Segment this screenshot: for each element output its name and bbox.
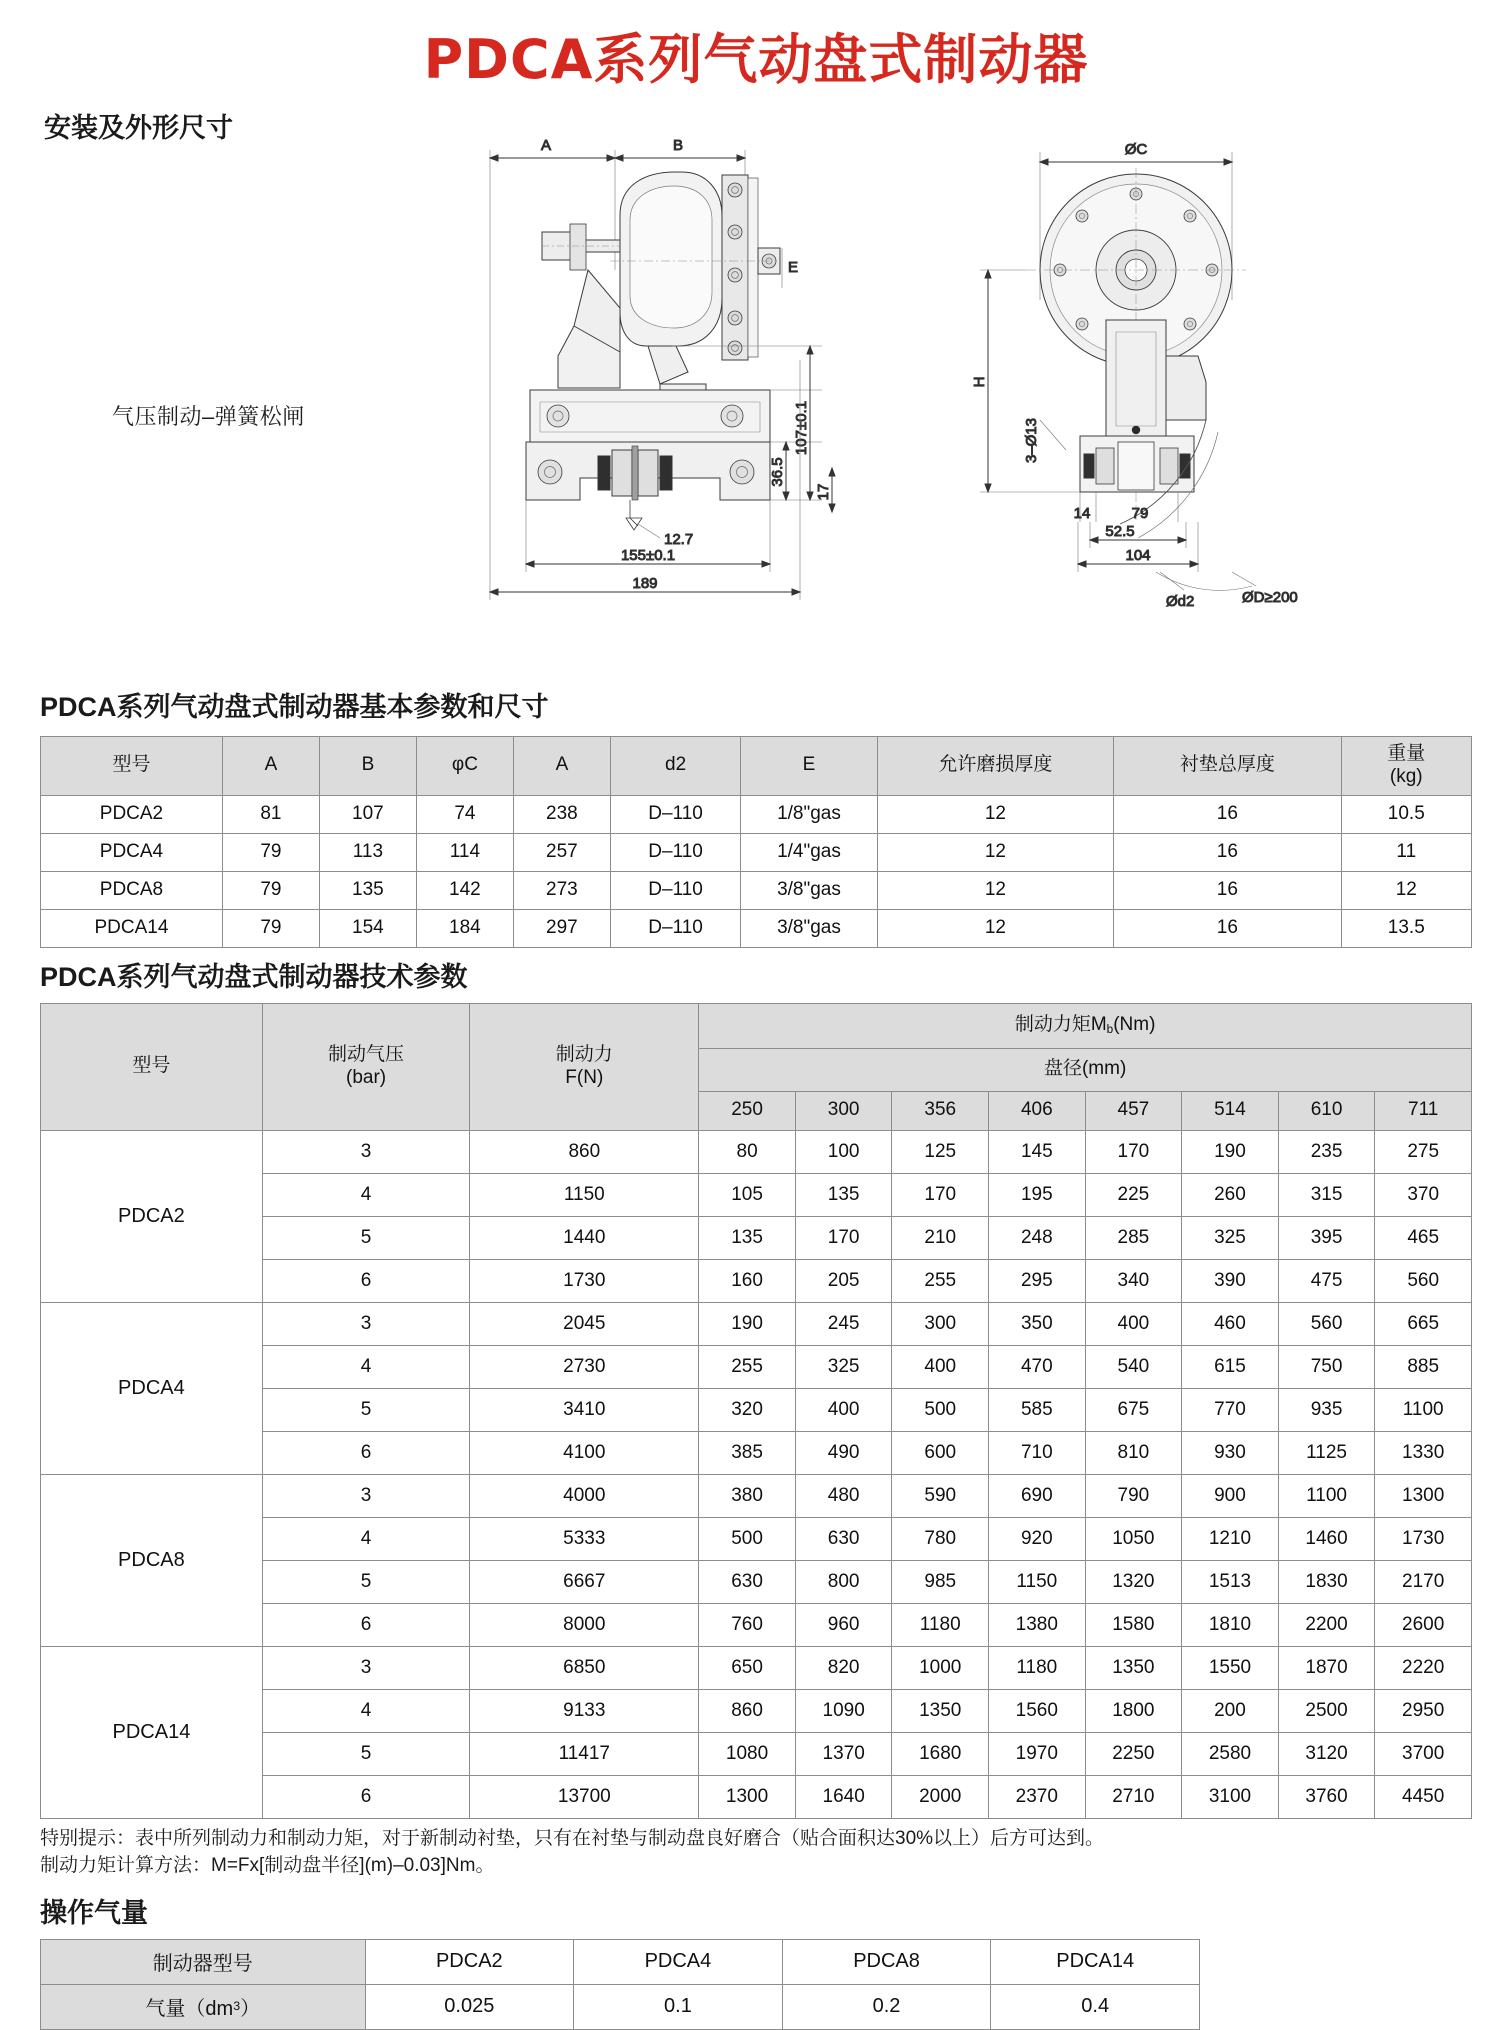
cell-torque: 400 [795,1388,892,1431]
cell-torque: 3120 [1278,1732,1375,1775]
cell-air-value: 0.1 [574,1984,783,2029]
cell-torque: 1210 [1182,1517,1279,1560]
cell-pressure: 3 [262,1474,470,1517]
cell-air-model: PDCA2 [365,1939,574,1984]
cell-torque: 690 [989,1474,1086,1517]
footnotes [40,1825,1472,1880]
cell-torque: 1870 [1278,1646,1375,1689]
front-view-drawing [970,120,1370,665]
cell-torque: 1680 [892,1732,989,1775]
col-brake-torque-group [699,1003,1472,1048]
side-view-drawing [470,120,870,665]
cell-torque: 960 [795,1603,892,1646]
technical-parameters-table [40,1003,1472,1819]
cell-torque: 790 [1085,1474,1182,1517]
cell-pressure: 5 [262,1216,470,1259]
col-brake-force [470,1003,699,1130]
table-row [41,1130,1472,1173]
cell-value: 1/8"gas [741,795,877,833]
cell-value: 3/8"gas [741,909,877,947]
col-a2: A [513,736,610,795]
cell-torque: 390 [1182,1259,1279,1302]
table-row [41,795,1472,833]
cell-torque: 190 [1182,1130,1279,1173]
cell-value: 142 [416,871,513,909]
cell-force: 6667 [470,1560,699,1603]
table-row [41,871,1472,909]
cell-torque: 3700 [1375,1732,1472,1775]
cell-torque: 2170 [1375,1560,1472,1603]
cell-force: 5333 [470,1517,699,1560]
cell-torque: 1830 [1278,1560,1375,1603]
cell-force: 4100 [470,1431,699,1474]
cell-torque: 560 [1278,1302,1375,1345]
cell-pressure: 6 [262,1431,470,1474]
cell-torque: 1350 [1085,1646,1182,1689]
cell-torque: 2500 [1278,1689,1375,1732]
cell-torque: 1350 [892,1689,989,1732]
cell-value: 16 [1114,795,1341,833]
svg-text:17: 17 [815,484,832,501]
cell-pressure: 4 [262,1345,470,1388]
cell-torque: 630 [795,1517,892,1560]
cell-torque: 4450 [1375,1775,1472,1818]
air-models-row [41,1939,1200,1984]
cell-value: D–110 [610,909,740,947]
section-heading-tech-params: PDCA系列气动盘式制动器技术参数 [40,961,468,992]
cell-torque: 1300 [699,1775,796,1818]
cell-value: 154 [319,909,416,947]
cell-value: 16 [1114,833,1341,871]
col-disc-406: 406 [989,1091,1086,1130]
air-volume-label-sup: 3 [233,1998,241,2013]
cell-torque: 2370 [989,1775,1086,1818]
cell-torque: 2950 [1375,1689,1472,1732]
cell-torque: 820 [795,1646,892,1689]
col-weight-label: 重量 [1387,743,1426,765]
section-heading-basic-params: PDCA系列气动盘式制动器基本参数和尺寸 [40,692,549,723]
cell-value: 10.5 [1341,795,1471,833]
cell-torque: 320 [699,1388,796,1431]
cell-value: 74 [416,795,513,833]
cell-torque: 480 [795,1474,892,1517]
cell-torque: 1640 [795,1775,892,1818]
cell-force: 3410 [470,1388,699,1431]
cell-torque: 2580 [1182,1732,1279,1775]
cell-torque: 665 [1375,1302,1472,1345]
svg-text:12.7: 12.7 [664,531,694,549]
cell-torque: 195 [989,1173,1086,1216]
cell-torque: 370 [1375,1173,1472,1216]
page-title: PDCA系列气动盘式制动器 [423,28,1089,91]
cell-pressure: 3 [262,1302,470,1345]
cell-value: 16 [1114,909,1341,947]
cell-torque: 1550 [1182,1646,1279,1689]
cell-torque: 760 [699,1603,796,1646]
cell-torque: 235 [1278,1130,1375,1173]
col-model: 型号 [41,1003,263,1130]
col-d2: d2 [610,736,740,795]
cell-model: PDCA8 [41,871,223,909]
cell-value: 11 [1341,833,1471,871]
cell-torque: 205 [795,1259,892,1302]
cell-air-model: PDCA14 [991,1939,1200,1984]
cell-force: 6850 [470,1646,699,1689]
air-row-head-model: 制动器型号 [41,1939,366,1984]
footnote-line-2: 制动力矩计算方法：M=Fx[制动盘半径](m)–0.03]Nm。 [40,1855,495,1877]
cell-torque: 540 [1085,1345,1182,1388]
cell-torque: 475 [1278,1259,1375,1302]
cell-air-model: PDCA8 [782,1939,991,1984]
svg-text:107±0.1: 107±0.1 [793,401,810,456]
cell-torque: 105 [699,1173,796,1216]
cell-force: 9133 [470,1689,699,1732]
dimensions-table [40,736,1472,948]
cell-torque: 560 [1375,1259,1472,1302]
cell-pressure: 5 [262,1388,470,1431]
cell-torque: 460 [1182,1302,1279,1345]
cell-pressure: 6 [262,1775,470,1818]
cell-value: 79 [222,909,319,947]
cell-air-value: 0.4 [991,1984,1200,2029]
cell-force: 11417 [470,1732,699,1775]
cell-torque: 100 [795,1130,892,1173]
torque-label-post: (Nm) [1113,1014,1156,1036]
cell-torque: 170 [795,1216,892,1259]
cell-pressure: 4 [262,1517,470,1560]
table-header-row [41,736,1472,795]
cell-force: 4000 [470,1474,699,1517]
cell-force: 2730 [470,1345,699,1388]
cell-torque: 350 [989,1302,1086,1345]
cell-torque: 245 [795,1302,892,1345]
col-disc-250: 250 [699,1091,796,1130]
svg-text:E: E [788,259,799,277]
torque-label-sub: b [1106,1022,1114,1036]
cell-torque: 710 [989,1431,1086,1474]
cell-torque: 675 [1085,1388,1182,1431]
cell-torque: 315 [1278,1173,1375,1216]
col-disc-300: 300 [795,1091,892,1130]
cell-value: 79 [222,871,319,909]
svg-text:Ød2: Ød2 [1166,593,1195,611]
cell-torque: 1320 [1085,1560,1182,1603]
svg-text:189: 189 [632,575,658,593]
svg-text:H: H [971,377,988,388]
cell-air-value: 0.025 [365,1984,574,2029]
cell-torque: 1810 [1182,1603,1279,1646]
svg-text:155±0.1: 155±0.1 [620,547,676,565]
cell-torque: 1370 [795,1732,892,1775]
cell-torque: 1125 [1278,1431,1375,1474]
cell-torque: 1050 [1085,1517,1182,1560]
col-brake-pressure [262,1003,470,1130]
cell-value: 238 [513,795,610,833]
svg-text:52.5: 52.5 [1105,523,1135,541]
cell-torque: 400 [1085,1302,1182,1345]
cell-torque: 470 [989,1345,1086,1388]
cell-value: 12 [877,909,1113,947]
cell-model: PDCA2 [41,1130,263,1302]
cell-force: 1150 [470,1173,699,1216]
svg-text:B: B [672,137,684,155]
cell-pressure: 6 [262,1259,470,1302]
cell-torque: 295 [989,1259,1086,1302]
cell-value: 113 [319,833,416,871]
svg-text:A: A [540,137,552,155]
cell-torque: 935 [1278,1388,1375,1431]
cell-torque: 300 [892,1302,989,1345]
cell-force: 1440 [470,1216,699,1259]
svg-text:3–Ø13: 3–Ø13 [1023,418,1040,464]
col-disc-diameter-group: 盘径(mm) [699,1048,1472,1091]
cell-torque: 225 [1085,1173,1182,1216]
cell-torque: 3760 [1278,1775,1375,1818]
col-brake-force-label: 制动力 [555,1043,613,1065]
cell-torque: 1300 [1375,1474,1472,1517]
cell-torque: 2600 [1375,1603,1472,1646]
col-brake-pressure-label: 制动气压 [328,1043,405,1065]
cell-torque: 260 [1182,1173,1279,1216]
cell-torque: 190 [699,1302,796,1345]
cell-torque: 2000 [892,1775,989,1818]
cell-model: PDCA2 [41,795,223,833]
cell-torque: 200 [1182,1689,1279,1732]
cell-torque: 1090 [795,1689,892,1732]
drawing-caption: 气压制动–弹簧松闸 [112,404,305,430]
cell-torque: 325 [1182,1216,1279,1259]
cell-model: PDCA8 [41,1474,263,1646]
cell-torque: 325 [795,1345,892,1388]
section-heading-air-volume: 操作气量 [40,1897,148,1928]
cell-value: D–110 [610,871,740,909]
cell-torque: 248 [989,1216,1086,1259]
cell-pressure: 4 [262,1689,470,1732]
cell-value: 184 [416,909,513,947]
air-volume-table [40,1939,1200,2030]
table-row [41,1646,1472,1689]
cell-value: 13.5 [1341,909,1471,947]
cell-torque: 920 [989,1517,1086,1560]
air-row-head-volume [41,1984,366,2029]
col-brake-pressure-unit: (bar) [346,1066,387,1088]
col-wear-thickness: 允许磨损厚度 [877,736,1113,795]
cell-torque: 900 [1182,1474,1279,1517]
cell-torque: 500 [699,1517,796,1560]
cell-value: 12 [877,871,1113,909]
svg-text:104: 104 [1125,547,1151,565]
col-lining-thickness: 衬垫总厚度 [1114,736,1341,795]
cell-torque: 590 [892,1474,989,1517]
svg-text:79: 79 [1131,505,1149,523]
cell-value: D–110 [610,795,740,833]
cell-model: PDCA14 [41,909,223,947]
cell-pressure: 4 [262,1173,470,1216]
col-b: B [319,736,416,795]
cell-air-value: 0.2 [782,1984,991,2029]
cell-torque: 170 [892,1173,989,1216]
cell-torque: 135 [699,1216,796,1259]
cell-force: 1730 [470,1259,699,1302]
cell-torque: 210 [892,1216,989,1259]
cell-value: 16 [1114,871,1341,909]
cell-torque: 135 [795,1173,892,1216]
cell-torque: 585 [989,1388,1086,1431]
cell-value: 273 [513,871,610,909]
cell-model: PDCA14 [41,1646,263,1818]
cell-torque: 80 [699,1130,796,1173]
cell-torque: 780 [892,1517,989,1560]
air-values-row [41,1984,1200,2029]
air-volume-label-post: ） [240,1998,261,2021]
cell-torque: 1970 [989,1732,1086,1775]
cell-torque: 930 [1182,1431,1279,1474]
cell-torque: 1513 [1182,1560,1279,1603]
col-e: E [741,736,877,795]
cell-value: 257 [513,833,610,871]
cell-torque: 1150 [989,1560,1086,1603]
cell-value: 1/4"gas [741,833,877,871]
cell-torque: 285 [1085,1216,1182,1259]
cell-value: 12 [1341,871,1471,909]
cell-torque: 465 [1375,1216,1472,1259]
cell-torque: 810 [1085,1431,1182,1474]
cell-value: 114 [416,833,513,871]
cell-pressure: 6 [262,1603,470,1646]
cell-torque: 400 [892,1345,989,1388]
cell-torque: 1180 [989,1646,1086,1689]
cell-torque: 1460 [1278,1517,1375,1560]
cell-torque: 600 [892,1431,989,1474]
table-row [41,909,1472,947]
cell-torque: 800 [795,1560,892,1603]
tech-header-row-1 [41,1003,1472,1048]
cell-torque: 490 [795,1431,892,1474]
cell-torque: 2200 [1278,1603,1375,1646]
cell-force: 13700 [470,1775,699,1818]
cell-torque: 170 [1085,1130,1182,1173]
cell-torque: 2250 [1085,1732,1182,1775]
cell-model: PDCA4 [41,1302,263,1474]
cell-torque: 860 [699,1689,796,1732]
cell-value: 12 [877,795,1113,833]
cell-force: 8000 [470,1603,699,1646]
cell-value: 12 [877,833,1113,871]
cell-value: D–110 [610,833,740,871]
cell-force: 2045 [470,1302,699,1345]
col-weight-unit: (kg) [1389,765,1423,787]
table-row [41,833,1472,871]
cell-torque: 160 [699,1259,796,1302]
cell-torque: 1080 [699,1732,796,1775]
cell-value: 81 [222,795,319,833]
cell-torque: 985 [892,1560,989,1603]
cell-value: 3/8"gas [741,871,877,909]
cell-torque: 2220 [1375,1646,1472,1689]
col-disc-356: 356 [892,1091,989,1130]
cell-pressure: 5 [262,1560,470,1603]
cell-torque: 145 [989,1130,1086,1173]
air-volume-label-pre: 气量（dm [145,1998,234,2021]
cell-torque: 1330 [1375,1431,1472,1474]
cell-torque: 1730 [1375,1517,1472,1560]
cell-torque: 630 [699,1560,796,1603]
cell-torque: 1800 [1085,1689,1182,1732]
cell-torque: 1380 [989,1603,1086,1646]
cell-torque: 255 [699,1345,796,1388]
col-a1: A [222,736,319,795]
svg-text:ØD≥200: ØD≥200 [1242,589,1298,607]
cell-torque: 385 [699,1431,796,1474]
cell-torque: 340 [1085,1259,1182,1302]
col-phic: φC [416,736,513,795]
cell-value: 297 [513,909,610,947]
footnote-line-1: 特别提示：表中所列制动力和制动力矩，对于新制动衬垫，只有在衬垫与制动盘良好磨合（贴合面积达30%以上）后方可达到。 [40,1827,1105,1849]
col-weight [1341,736,1471,795]
cell-torque: 2710 [1085,1775,1182,1818]
cell-value: 79 [222,833,319,871]
cell-torque: 1100 [1375,1388,1472,1431]
cell-value: 107 [319,795,416,833]
cell-torque: 125 [892,1130,989,1173]
cell-torque: 770 [1182,1388,1279,1431]
cell-torque: 1580 [1085,1603,1182,1646]
cell-pressure: 3 [262,1130,470,1173]
cell-torque: 255 [892,1259,989,1302]
svg-text:ØC: ØC [1124,141,1148,159]
cell-model: PDCA4 [41,833,223,871]
cell-value: 135 [319,871,416,909]
cell-force: 860 [470,1130,699,1173]
col-disc-457: 457 [1085,1091,1182,1130]
col-disc-514: 514 [1182,1091,1279,1130]
cell-air-model: PDCA4 [574,1939,783,1984]
cell-torque: 1000 [892,1646,989,1689]
cell-pressure: 5 [262,1732,470,1775]
cell-torque: 380 [699,1474,796,1517]
col-model: 型号 [41,736,223,795]
cell-pressure: 3 [262,1646,470,1689]
drawing-area [40,120,1472,690]
cell-torque: 885 [1375,1345,1472,1388]
col-brake-force-unit: F(N) [565,1066,604,1088]
cell-torque: 395 [1278,1216,1375,1259]
cell-torque: 500 [892,1388,989,1431]
svg-text:14: 14 [1073,505,1091,523]
col-disc-711: 711 [1375,1091,1472,1130]
cell-torque: 650 [699,1646,796,1689]
cell-torque: 1560 [989,1689,1086,1732]
cell-torque: 1100 [1278,1474,1375,1517]
table-row [41,1474,1472,1517]
table-row [41,1302,1472,1345]
cell-torque: 615 [1182,1345,1279,1388]
cell-torque: 1180 [892,1603,989,1646]
section-heading-install: 安装及外形尺寸 [44,113,233,144]
cell-torque: 275 [1375,1130,1472,1173]
cell-torque: 3100 [1182,1775,1279,1818]
torque-label-pre: 制动力矩M [1014,1014,1107,1036]
cell-torque: 750 [1278,1345,1375,1388]
col-disc-610: 610 [1278,1091,1375,1130]
svg-text:36.5: 36.5 [769,457,786,488]
